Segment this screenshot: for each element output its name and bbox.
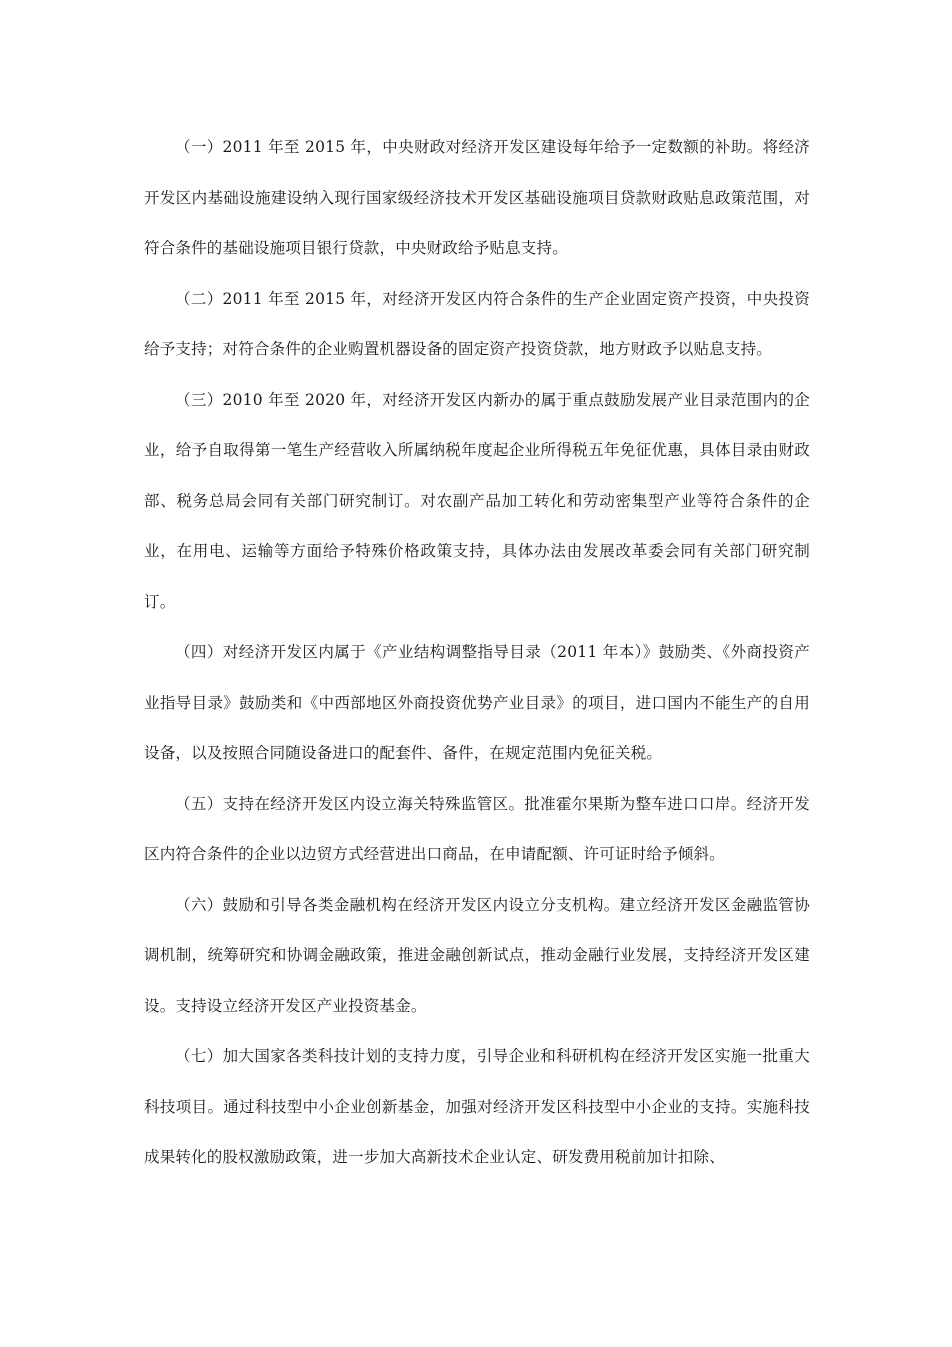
paragraph-3: （三）2010 年至 2020 年，对经济开发区内新办的属于重点鼓励发展产业目录范围内的企业，给予自取得第一笔生产经营收入所属纳税年度起企业所得税五年免征优惠，具体目录由财政部、税务总局会同有关部门研究制订。对农副产品加工转化和劳动密集型产业等符合条件的企业，在用电、运输等方面给予特殊价格政策支持，具体办法由发展改革委会同有关部门研究制订。 [144, 390, 810, 611]
document-body [144, 122, 810, 1183]
paragraph-7: （七）加大国家各类科技计划的支持力度，引导企业和科研机构在经济开发区实施一批重大科技项目。通过科技型中小企业创新基金，加强对经济开发区科技型中小企业的支持。实施科技成果转化的股权激励政策，进一步加大高新技术企业认定、研发费用税前加计扣除、 [144, 1047, 810, 1166]
paragraph-2: （二）2011 年至 2015 年，对经济开发区内符合条件的生产企业固定资产投资，中央投资给予支持；对符合条件的企业购置机器设备的固定资产投资贷款，地方财政予以贴息支持。 [144, 289, 810, 358]
paragraph-6: （六）鼓励和引导各类金融机构在经济开发区内设立分支机构。建立经济开发区金融监管协调机制，统筹研究和协调金融政策，推进金融创新试点，推动金融行业发展，支持经济开发区建设。支持设立经济开发区产业投资基金。 [144, 895, 810, 1015]
paragraph-1: （一）2011 年至 2015 年，中央财政对经济开发区建设每年给予一定数额的补助。将经济开发区内基础设施建设纳入现行国家级经济技术开发区基础设施项目贷款财政贴息政策范围，对符合条件的基础设施项目银行贷款，中央财政给予贴息支持。 [144, 138, 810, 257]
paragraph-4: （四）对经济开发区内属于《产业结构调整指导目录（2011 年本）》鼓励类、《外商投资产业指导目录》鼓励类和《中西部地区外商投资优势产业目录》的项目，进口国内不能生产的自用设备，以及按照合同随设备进口的配套件、备件，在规定范围内免征关税。 [144, 643, 810, 762]
paragraph-5: （五）支持在经济开发区内设立海关特殊监管区。批准霍尔果斯为整车进口口岸。经济开发区内符合条件的企业以边贸方式经营进出口商品，在申请配额、许可证时给予倾斜。 [144, 794, 810, 863]
